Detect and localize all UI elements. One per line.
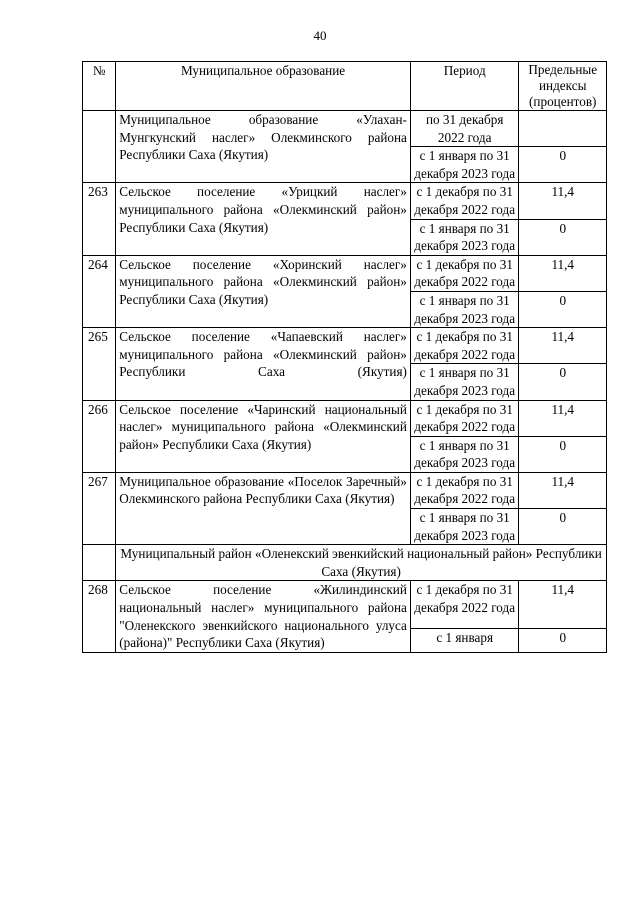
- header-number: №: [83, 62, 116, 111]
- table-row: [83, 111, 607, 147]
- row-number: 267: [83, 472, 116, 544]
- row-period: с 1 декабря по 31 декабря 2022 года: [410, 255, 519, 291]
- header-municipality: Муниципальное образование: [116, 62, 411, 111]
- row-number: [83, 111, 116, 183]
- table-row: [83, 400, 607, 436]
- section-row: [83, 545, 607, 581]
- row-municipality: Муниципальное образование «Поселок Заречный» Олекминского района Республики Саха (Якутия): [116, 472, 411, 544]
- row-index: 0: [519, 628, 607, 652]
- header-period: Период: [410, 62, 519, 111]
- row-period: с 1 декабря по 31 декабря 2022 года: [410, 472, 519, 508]
- row-index: 0: [519, 291, 607, 327]
- table-row: [83, 255, 607, 291]
- row-period: с 1 января по 31 декабря 2023 года: [410, 364, 519, 400]
- row-period: с 1 января по 31 декабря 2023 года: [410, 219, 519, 255]
- row-number: 266: [83, 400, 116, 472]
- row-municipality: Сельское поселение «Хоринский наслег» муниципального района «Олекминский район» Республики Саха (Якутия): [116, 255, 411, 327]
- row-number: 263: [83, 183, 116, 255]
- table-row: [83, 328, 607, 364]
- row-index: 11,4: [519, 400, 607, 436]
- row-municipality: Муниципальное образование «Улахан-Мунгкунский наслег» Олекминского района Республики Саха (Якутия): [116, 111, 411, 183]
- section-heading: Муниципальный район «Оленекский эвенкийский национальный район» Республики Саха (Якутия): [116, 545, 607, 581]
- row-period: с 1 декабря по 31 декабря 2022 года: [410, 183, 519, 219]
- row-period: с 1 января по 31 декабря 2023 года: [410, 291, 519, 327]
- row-index: [519, 111, 607, 147]
- row-period: с 1 января: [410, 628, 519, 652]
- section-number: [83, 545, 116, 581]
- page-number: 40: [313, 28, 327, 43]
- row-municipality: Сельское поселение «Чапаевский наслег» муниципального района «Олекминский район» Республики Саха (Якутия): [116, 328, 411, 400]
- row-municipality: Сельское поселение «Жилиндинский национальный наслег» муниципального района "Оленекского эвенкийского национального улуса (района)" Республики Саха (Якутия): [116, 581, 411, 652]
- table-row: [83, 472, 607, 508]
- table-row: [83, 581, 607, 628]
- row-municipality: Сельское поселение «Урицкий наслег» муниципального района «Олекминский район» Республики Саха (Якутия): [116, 183, 411, 255]
- tariff-index-table: [82, 61, 607, 653]
- row-period: по 31 декабря 2022 года: [410, 111, 519, 147]
- row-index: 11,4: [519, 581, 607, 628]
- row-index: 0: [519, 219, 607, 255]
- row-index: 0: [519, 436, 607, 472]
- row-index: 11,4: [519, 472, 607, 508]
- row-index: 11,4: [519, 328, 607, 364]
- row-number: 268: [83, 581, 116, 652]
- row-period: с 1 декабря по 31 декабря 2022 года: [410, 328, 519, 364]
- row-number: 264: [83, 255, 116, 327]
- header-index: Предельные индексы (процентов): [519, 62, 607, 111]
- row-index: 0: [519, 509, 607, 545]
- row-period: с 1 января по 31 декабря 2023 года: [410, 436, 519, 472]
- row-municipality: Сельское поселение «Чаринский национальный наслег» муниципального района «Олекминский район» Республики Саха (Якутия): [116, 400, 411, 472]
- row-period: с 1 января по 31 декабря 2023 года: [410, 147, 519, 183]
- row-index: 11,4: [519, 183, 607, 219]
- row-period: с 1 января по 31 декабря 2023 года: [410, 509, 519, 545]
- row-period: с 1 декабря по 31 декабря 2022 года: [410, 581, 519, 628]
- row-number: 265: [83, 328, 116, 400]
- table-row: [83, 183, 607, 219]
- row-period: с 1 декабря по 31 декабря 2022 года: [410, 400, 519, 436]
- table-header-row: [83, 62, 607, 111]
- row-index: 11,4: [519, 255, 607, 291]
- row-index: 0: [519, 364, 607, 400]
- row-index: 0: [519, 147, 607, 183]
